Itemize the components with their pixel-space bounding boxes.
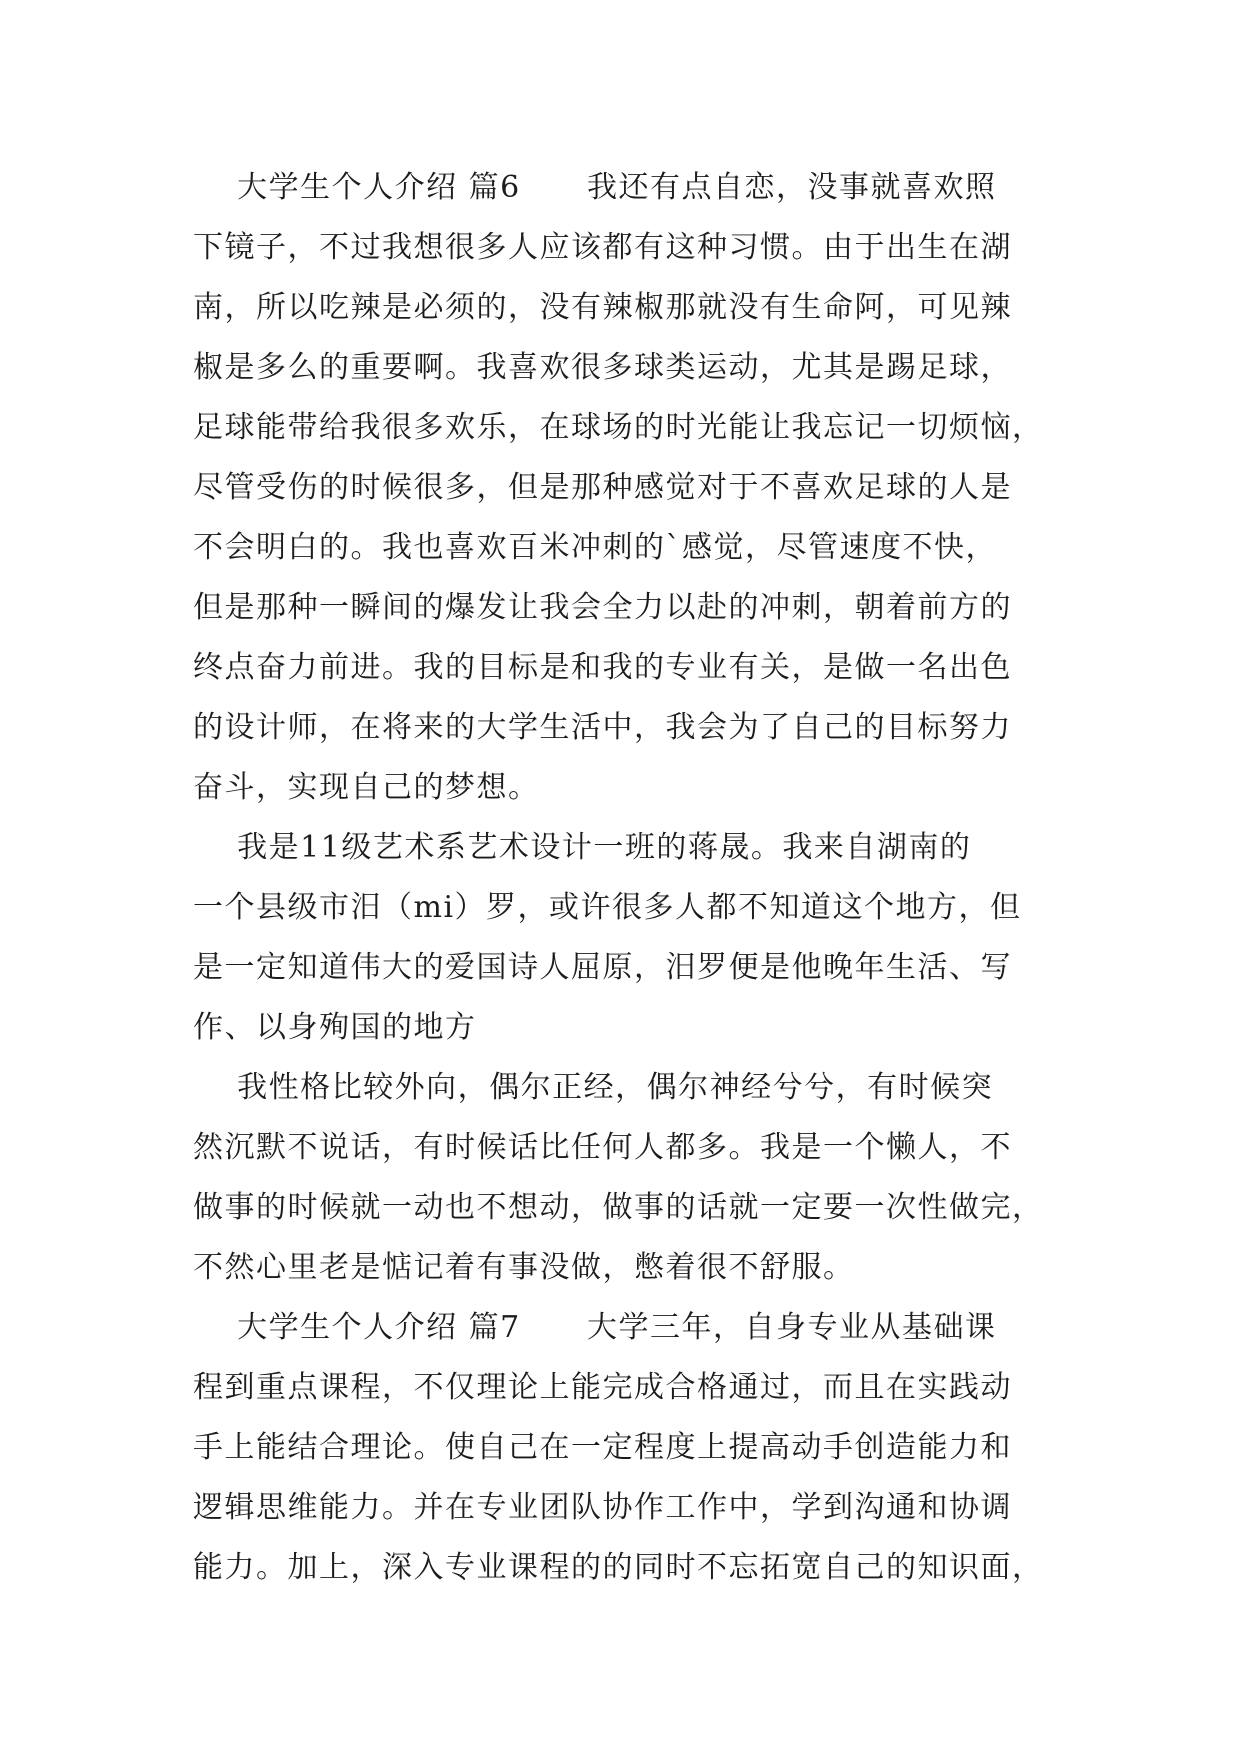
text-line: 奋斗，实现自己的梦想。 bbox=[193, 770, 540, 805]
document-body bbox=[193, 158, 1053, 1598]
text-line: 然沉默不说话，有时候话比任何人都多。我是一个懒人，不 bbox=[193, 1130, 1012, 1165]
text-line: 的设计师，在将来的大学生活中，我会为了自己的目标努力 bbox=[193, 710, 1012, 745]
text-line: 程到重点课程，不仅理论上能完成合格通过，而且在实践动 bbox=[193, 1370, 1012, 1405]
text-line: 我是11级艺术系艺术设计一班的蒋晟。我来自湖南的 bbox=[193, 830, 972, 865]
text-line: 能力。加上，深入专业课程的的同时不忘拓宽自己的知识面， bbox=[193, 1550, 1044, 1585]
text-line: 手上能结合理论。使自己在一定程度上提高动手创造能力和 bbox=[193, 1430, 1012, 1465]
text-line: 终点奋力前进。我的目标是和我的专业有关，是做一名出色 bbox=[193, 650, 1012, 685]
text-line: 下镜子，不过我想很多人应该都有这种习惯。由于出生在湖 bbox=[193, 230, 1012, 265]
text-line: 足球能带给我很多欢乐，在球场的时光能让我忘记一切烦恼， bbox=[193, 410, 1044, 445]
text-line: 不然心里老是惦记着有事没做，憋着很不舒服。 bbox=[193, 1250, 855, 1285]
text-line: 不会明白的。我也喜欢百米冲刺的`感觉，尽管速度不快， bbox=[193, 530, 997, 565]
text-line: 逻辑思维能力。并在专业团队协作工作中，学到沟通和协调 bbox=[193, 1490, 1012, 1525]
text-line: 我性格比较外向，偶尔正经，偶尔神经兮兮，有时候突 bbox=[193, 1070, 994, 1105]
text-line: 做事的时候就一动也不想动，做事的话就一定要一次性做完， bbox=[193, 1190, 1044, 1225]
text-line: 南，所以吃辣是必须的，没有辣椒那就没有生命阿，可见辣 bbox=[193, 290, 1012, 325]
text-line: 尽管受伤的时候很多，但是那种感觉对于不喜欢足球的人是 bbox=[193, 470, 1012, 505]
text-line: 椒是多么的重要啊。我喜欢很多球类运动，尤其是踢足球， bbox=[193, 350, 1012, 385]
text-line: 大学生个人介绍 篇7 大学三年，自身专业从基础课 bbox=[193, 1310, 997, 1345]
text-line: 是一定知道伟大的爱国诗人屈原，汨罗便是他晚年生活、写 bbox=[193, 950, 1012, 985]
text-line: 一个县级市汨（mi）罗，或许很多人都不知道这个地方，但 bbox=[193, 890, 1022, 925]
text-line: 作、以身殉国的地方 bbox=[193, 1010, 477, 1045]
text-line: 但是那种一瞬间的爆发让我会全力以赴的冲刺，朝着前方的 bbox=[193, 590, 1012, 625]
text-line: 大学生个人介绍 篇6 我还有点自恋，没事就喜欢照 bbox=[193, 170, 997, 205]
